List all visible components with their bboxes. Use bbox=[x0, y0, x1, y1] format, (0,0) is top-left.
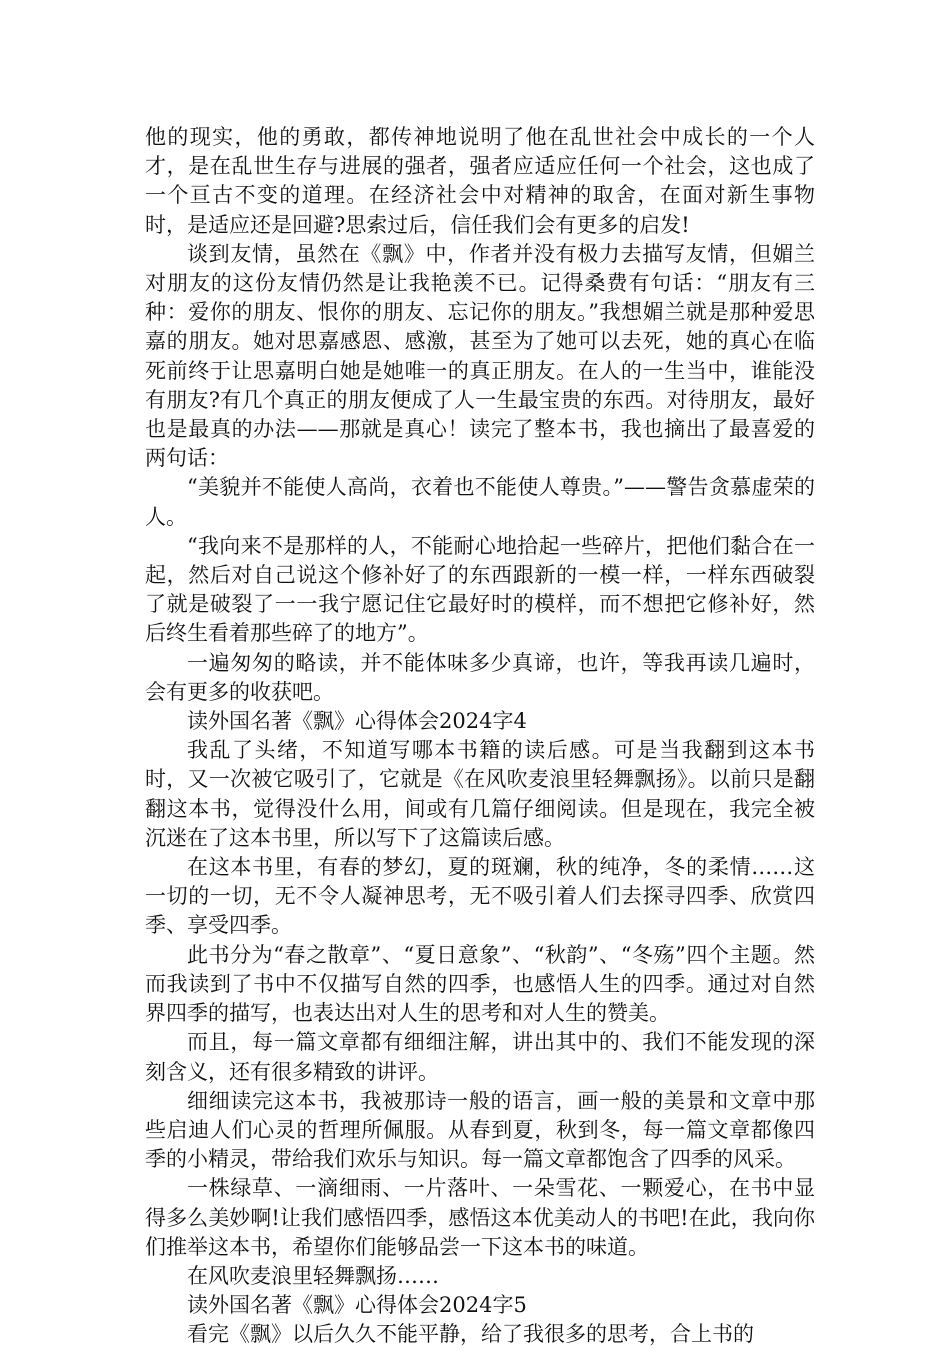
quote-beauty: “美貌并不能使人高尚，衣着也不能使人尊贵。”——警告贪慕虚荣的人。 bbox=[145, 475, 815, 529]
paragraph-continuation: 他的现实，他的勇敢，都传神地说明了他在乱世社会中成长的一个人才，是在乱世生存与进展的强者，强者应适应任何一个社会，这也成了一个亘古不变的道理。在经济社会中对精神的取舍，在面对新生事物时，是适应还是回避?思索过后，信任我们会有更多的启发! bbox=[145, 125, 815, 237]
paragraph-reflection: 细细读完这本书，我被那诗一般的语言，画一般的美景和文章中那些启迪人们心灵的哲理所佩服。从春到夏，秋到冬，每一篇文章都像四季的小精灵，带给我们欢乐与知识。每一篇文章都饱含了四季的风采。 bbox=[145, 1088, 815, 1172]
quote-broken: “我向来不是那样的人，不能耐心地拾起一些碎片，把他们黏合在一起，然后对自己说这个修补好了的东西跟新的一模一样，一样东西破裂了就是破裂了一一我宁愿记住它最好时的模样，而不想把它修补好，然后终生看着那些碎了的地方”。 bbox=[145, 533, 815, 646]
paragraph-friendship: 谈到友情，虽然在《飘》中，作者并没有极力去描写友情，但媚兰对朋友的这份友情仍然是让我艳羡不已。记得桑费有句话：“朋友有三种：爱你的朋友、恨你的朋友、忘记你的朋友。”我想媚兰就是那种爱思嘉的朋友。她对思嘉感恩、感激，甚至为了她可以去死，她的真心在临死前终于让思嘉明白她是她唯一的真正朋友。在人的一生当中，谁能没有朋友?有几个真正的朋友便成了人一生最宝贵的东西。对待朋友，最好也是最真的办法——那就是真心！读完了整本书，我也摘出了最喜爱的两句话： bbox=[145, 241, 815, 471]
section-heading-5: 读外国名著《飘》心得体会2024字5 bbox=[187, 1293, 527, 1318]
paragraph-annotations: 而且，每一篇文章都有细细注解，讲出其中的、我们不能发现的深刻含义，还有很多精致的讲评。 bbox=[145, 1030, 815, 1084]
paragraph-recommend: 一株绿草、一滴细雨、一片落叶、一朵雪花、一颗爱心，在书中显得多么美妙啊!让我们感悟四季，感悟这本优美动人的书吧!在此，我向你们推举这本书，希望你们能够品尝一下这本书的味道。 bbox=[145, 1176, 815, 1259]
book-title-line: 在风吹麦浪里轻舞飘扬…… bbox=[187, 1263, 439, 1288]
paragraph-book-intro: 我乱了头绪，不知道写哪本书籍的读后感。可是当我翻到这本书时，又一次被它吸引了，它就是《在风吹麦浪里轻舞飘扬》。以前只是翻翻这本书，觉得没什么用，间或有几篇仔细阅读。但是现在，我完全被沉迷在了这本书里，所以写下了这篇读后感。 bbox=[145, 738, 815, 850]
paragraph-seasons: 在这本书里，有春的梦幻，夏的斑斓，秋的纯净，冬的柔情……这一切的一切，无不令人凝神思考，无不吸引着人们去探寻四季、欣赏四季、享受四季。 bbox=[145, 855, 815, 938]
paragraph-section5-start: 看完《飘》以后久久不能平静，给了我很多的思考，合上书的 bbox=[187, 1322, 754, 1347]
section-heading-4: 读外国名著《飘》心得体会2024字4 bbox=[187, 709, 527, 734]
document-page bbox=[145, 123, 815, 1350]
paragraph-themes: 此书分为“春之散章”、“夏日意象”、“秋韵”、“冬殇”四个主题。然而我读到了书中不仅描写自然的四季，也感悟人生的四季。通过对自然界四季的描写，也表达出对人生的思考和对人生的赞美。 bbox=[145, 942, 815, 1026]
paragraph-reading-again: 一遍匆匆的略读，并不能体味多少真谛，也许，等我再读几遍时，会有更多的收获吧。 bbox=[145, 650, 815, 704]
